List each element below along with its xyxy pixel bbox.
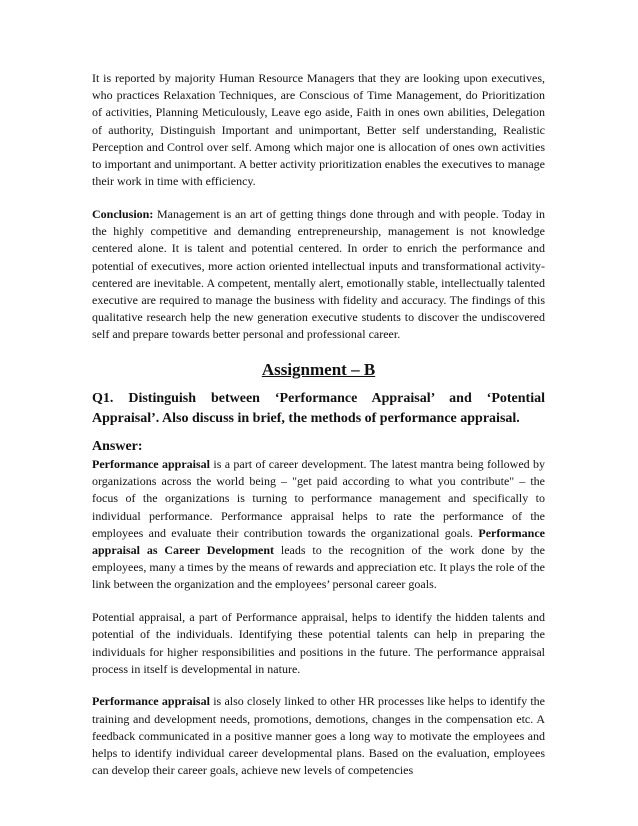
career-development-term: Performance appraisal as Career Development — [92, 525, 545, 558]
answer-paragraph-3-text: is also closely linked to other HR processes like helps to identify the training and development needs, promotions, demotions, changes in the compensation etc. A feedback communicated in a positive manner goes a long way to motivate the employees and helps to identify individual career developmental plans. Based on the evaluation, employees can develop their career goals, achieve new levels of competencies — [92, 694, 546, 778]
answer-paragraph-1 — [92, 456, 545, 594]
performance-appraisal-term-2: Performance appraisal — [92, 694, 210, 709]
question-heading: Q1. Distinguish between ‘Performance Appraisal’ and ‘Potential Appraisal’. Also discuss in brief, the methods of performance appraisal. — [92, 391, 545, 426]
document-page — [92, 70, 545, 795]
answer-label: Answer: — [92, 439, 143, 455]
intro-paragraph: It is reported by majority Human Resource Managers that they are looking upon executives, who practices Relaxation Techniques, are Conscious of Time Management, do Prioritization of activities, Planning Meticulously, Leave ego aside, Faith in ones own abilities, Delegation of authority, Distinguish Important and unimportant, Better self understanding, Realistic Perception and Control over self. Among which major one is allocation of ones own activities to important and unimportant. A better activity prioritization enables the executives to manage their work in time with efficiency. — [92, 71, 545, 189]
conclusion-paragraph — [92, 206, 545, 344]
performance-appraisal-term: Performance appraisal — [92, 457, 211, 472]
answer-paragraph-1-text-a: is a part of career development. The latest mantra being followed by organizations across the world being – "get paid according to what you contribute" – the focus of the organizations is turning to performance management and specifically to individual performance. Performance appraisal helps to rate the performance of the employees and evaluate their contribution towards the organizational goals. — [92, 457, 546, 540]
conclusion-label: Conclusion: — [92, 206, 154, 221]
answer-paragraph-3 — [92, 693, 545, 779]
answer-paragraph-1-text-b: leads to the recognition of the work done by the employees, many a times by the means of rewards and appreciation etc. It plays the role of the link between the organization and the employees’ personal career goals. — [92, 543, 545, 592]
assignment-heading: Assignment – B — [261, 360, 376, 380]
conclusion-text: Management is an art of getting things done through and with people. Today in the highly competitive and demanding entrepreneurship, management is not knowledge centered alone. It is talent and potential centered. In order to enrich the performance and potential of executives, more action oriented intellectual inputs and transformational activity-centered are inevitable. A competent, mentally alert, emotionally stable, intellectually talented executive are required to manage the business with fidelity and accuracy. The findings of this qualitative research help the new generation executive students to discover the undiscovered self and prepare towards better personal and professional career. — [92, 206, 545, 342]
assignment-heading-row — [92, 359, 545, 381]
answer-paragraph-2: Potential appraisal, a part of Performance appraisal, helps to identify the hidden talents and potential of the individuals. Identifying these potential talents can help in preparing the individuals for higher responsibilities and positions in the future. The performance appraisal process in itself is developmental in nature. — [92, 610, 545, 676]
